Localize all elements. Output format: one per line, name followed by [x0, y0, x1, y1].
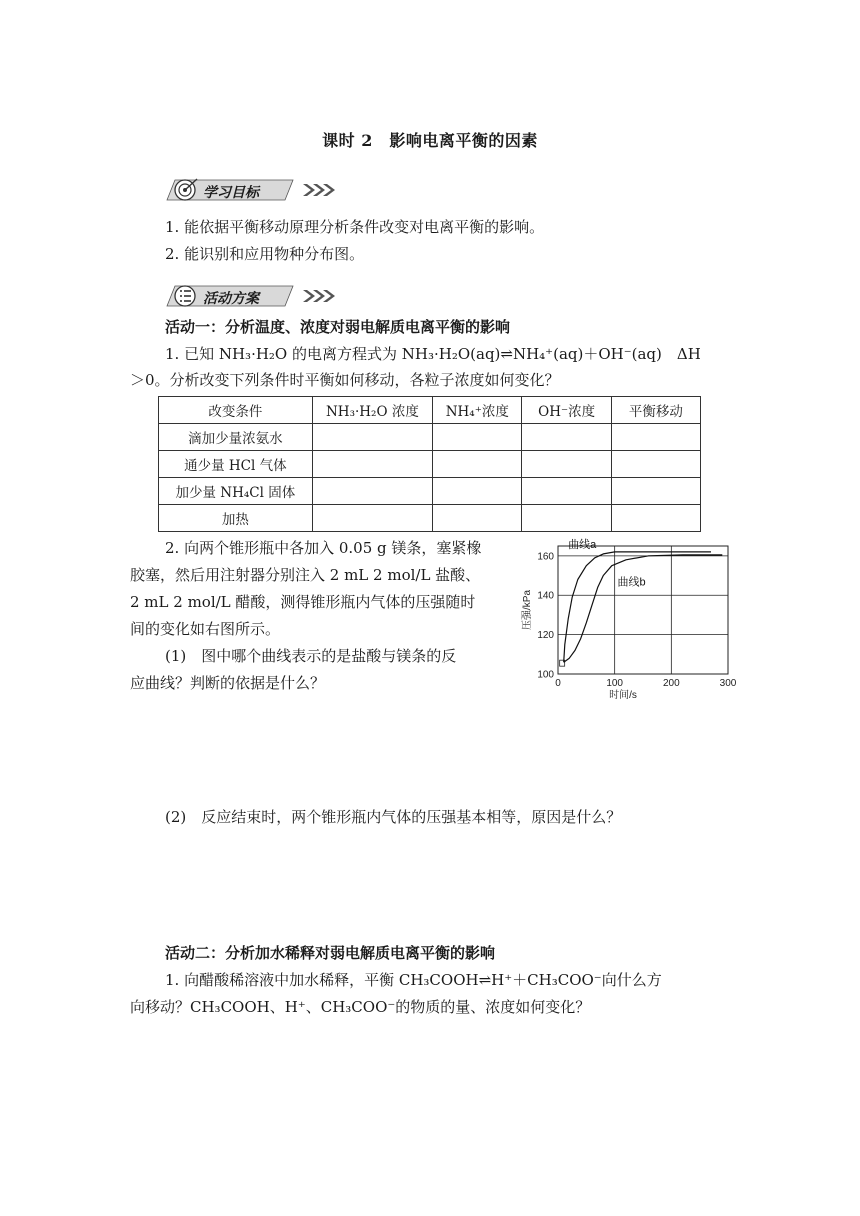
q2-line3: 2 mL 2 mol/L 醋酸，测得锥形瓶内气体的压强随时	[130, 593, 476, 611]
answer-cell[interactable]	[522, 424, 611, 451]
conditions-table	[158, 396, 701, 532]
table-header: NH₃·H₂O 浓度	[312, 397, 432, 424]
table-cell-condition: 滴加少量浓氨水	[159, 424, 313, 451]
learning-goals-banner	[163, 176, 343, 206]
answer-cell[interactable]	[433, 424, 522, 451]
goal-2: 2. 能识别和应用物种分布图。	[165, 245, 365, 263]
answer-cell[interactable]	[312, 451, 432, 478]
activity2-heading: 活动二：分析加水稀释对弱电解质电离平衡的影响	[165, 944, 496, 962]
table-cell-condition: 加热	[159, 505, 313, 532]
x-tick-label: 200	[662, 678, 680, 689]
plot-frame	[558, 546, 728, 674]
page-title: 课时 2 影响电离平衡的因素	[322, 131, 538, 150]
answer-cell[interactable]	[611, 424, 700, 451]
y-axis-label: 压强/kPa	[522, 589, 533, 631]
answer-cell[interactable]	[312, 478, 432, 505]
y-tick-label: 160	[537, 551, 554, 563]
answer-cell[interactable]	[611, 478, 700, 505]
q2-sub1-line1: (1) 图中哪个曲线表示的是盐酸与镁条的反	[165, 647, 457, 665]
table-row	[159, 451, 701, 478]
table-header: OH⁻浓度	[522, 397, 611, 424]
series-line-a	[564, 552, 711, 662]
table-header: 改变条件	[159, 397, 313, 424]
activity-plan-banner	[163, 282, 343, 312]
series-label-b: 曲线b	[617, 576, 646, 589]
chevrons-icon	[303, 184, 335, 196]
series-label-a: 曲线a	[568, 538, 597, 551]
table-header-row	[159, 397, 701, 424]
x-tick-label: 0	[555, 678, 561, 689]
pressure-time-chart	[520, 538, 740, 722]
banner-goals-label: 学习目标	[203, 185, 259, 201]
series-line-b	[564, 555, 723, 662]
table-row	[159, 424, 701, 451]
x-tick-label: 300	[719, 678, 737, 689]
q2-sub2: (2) 反应结束时，两个锥形瓶内气体的压强基本相等，原因是什么？	[165, 808, 622, 826]
q2-line4: 间的变化如右图所示。	[130, 620, 281, 638]
answer-cell[interactable]	[522, 451, 611, 478]
activity1-heading: 活动一：分析温度、浓度对弱电解质电离平衡的影响	[165, 318, 511, 336]
answer-cell[interactable]	[433, 451, 522, 478]
answer-cell[interactable]	[312, 424, 432, 451]
answer-cell[interactable]	[433, 505, 522, 532]
y-tick-label: 120	[537, 630, 554, 642]
answer-cell[interactable]	[312, 505, 432, 532]
q2-line1: 2. 向两个锥形瓶中各加入 0.05 g 镁条，塞紧橡	[165, 539, 482, 557]
activity1-q1-line1: 1. 已知 NH₃·H₂O 的电离方程式为 NH₃·H₂O(aq)⇌NH₄⁺(aq)＋OH⁻(aq) ΔH	[165, 345, 701, 363]
activity1-q1-line2: ＞0。分析改变下列条件时平衡如何移动，各粒子浓度如何变化？	[130, 371, 560, 389]
goal-1: 1. 能依据平衡移动原理分析条件改变对电离平衡的影响。	[165, 218, 545, 236]
answer-cell[interactable]	[522, 505, 611, 532]
answer-cell[interactable]	[611, 505, 700, 532]
y-tick-label: 140	[537, 590, 554, 602]
table-header: NH₄⁺浓度	[433, 397, 522, 424]
table-row	[159, 505, 701, 532]
table-row	[159, 478, 701, 505]
x-tick-label: 100	[606, 678, 624, 689]
table-cell-condition: 通少量 HCl 气体	[159, 451, 313, 478]
y-tick-label: 100	[537, 669, 554, 681]
q2-line2: 胶塞，然后用注射器分别注入 2 mL 2 mol/L 盐酸、	[130, 566, 481, 584]
chart-svg	[520, 538, 740, 718]
x-axis-label: 时间/s	[609, 690, 637, 701]
banner-plan-label: 活动方案	[203, 291, 259, 307]
answer-cell[interactable]	[611, 451, 700, 478]
activity2-q1-line1: 1. 向醋酸稀溶液中加水稀释，平衡 CH₃COOH⇌H⁺＋CH₃COO⁻向什么方	[165, 971, 662, 989]
table-header: 平衡移动	[611, 397, 700, 424]
table-cell-condition: 加少量 NH₄Cl 固体	[159, 478, 313, 505]
answer-cell[interactable]	[522, 478, 611, 505]
q2-sub1-line2: 应曲线？判断的依据是什么？	[130, 674, 326, 692]
answer-cell[interactable]	[433, 478, 522, 505]
activity2-q1-line2: 向移动？CH₃COOH、H⁺、CH₃COO⁻的物质的量、浓度如何变化？	[130, 998, 591, 1016]
